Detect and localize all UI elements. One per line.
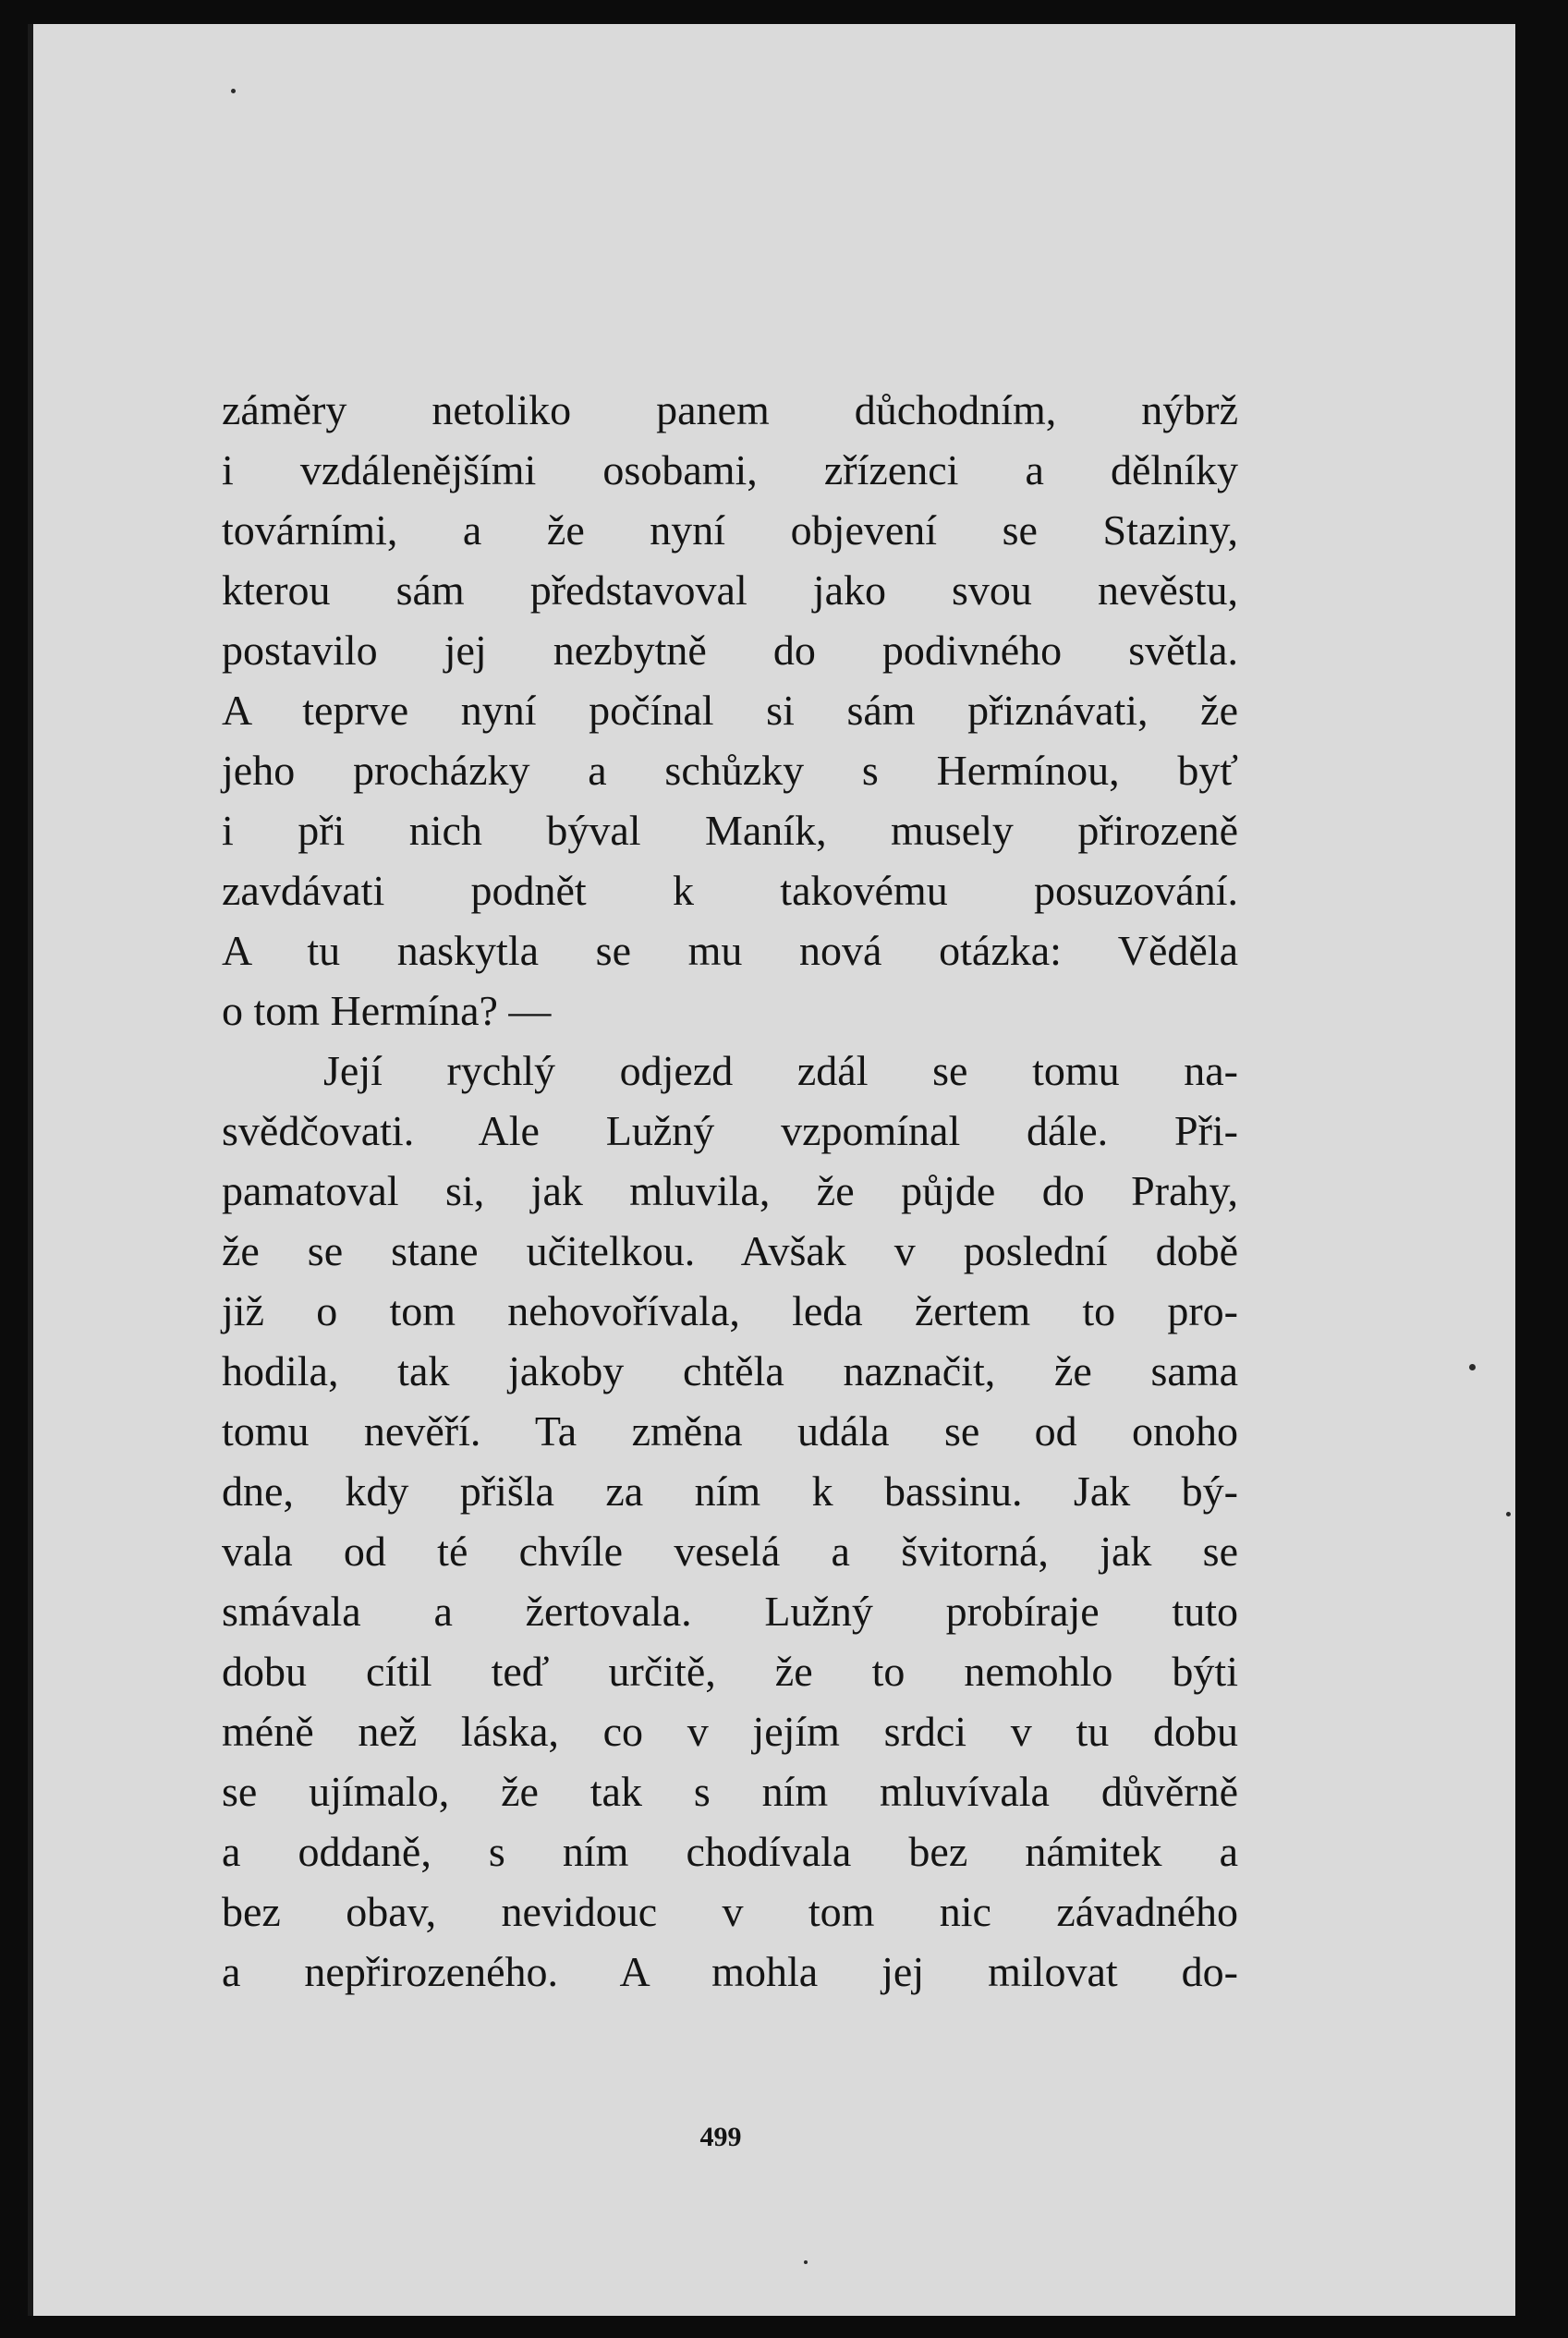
page-number: 499	[699, 2122, 742, 2152]
text-line: že se stane učitelkou. Avšak v poslední době	[222, 1227, 1238, 1274]
text-line: se ujímalo, že tak s ním mluvívala důvěrně	[222, 1768, 1238, 1815]
text-line: svědčovati. Ale Lužný vzpomínal dále. Při-	[222, 1107, 1238, 1154]
text-line: bez obav, nevidouc v tom nic závadného	[222, 1888, 1238, 1935]
text-line: a oddaně, s ním chodívala bez námitek a	[222, 1828, 1238, 1875]
text-line: vala od té chvíle veselá a švitorná, jak se	[222, 1528, 1238, 1575]
text-line: dobu cítil teď určitě, že to nemohlo býti	[222, 1648, 1238, 1695]
text-line: tomu nevěří. Ta změna udála se od onoho	[222, 1407, 1238, 1455]
text-line: A tu naskytla se mu nová otázka: Věděla	[222, 927, 1238, 974]
page-binding-edge	[28, 24, 33, 2316]
text-line: o tom Hermína? —	[222, 987, 552, 1034]
text-line: méně než láska, co v jejím srdci v tu dobu	[222, 1708, 1238, 1755]
paragraph-first-line: Její rychlý odjezd zdál se tomu na-	[323, 1047, 1238, 1094]
text-line: hodila, tak jakoby chtěla naznačit, že sama	[222, 1347, 1238, 1394]
book-page	[28, 24, 1515, 2316]
scan-speck	[1469, 1364, 1476, 1370]
text-line: postavilo jej nezbytně do podivného světla.	[222, 627, 1238, 674]
text-line: kterou sám představoval jako svou nevěstu,	[222, 566, 1238, 614]
text-line: dne, kdy přišla za ním k bassinu. Jak bý-	[222, 1467, 1238, 1515]
text-line: pamatoval si, jak mluvila, že půjde do Prahy,	[222, 1167, 1238, 1214]
text-line: továrními, a že nyní objevení se Staziny,	[222, 506, 1238, 554]
text-line: i vzdálenějšími osobami, zřízenci a dělníky	[222, 446, 1238, 493]
text-line: A teprve nyní počínal si sám přiznávati, že	[222, 687, 1238, 734]
body-text	[222, 380, 1238, 2002]
scan-speck	[231, 89, 236, 93]
text-line: jeho procházky a schůzky s Hermínou, byť	[222, 747, 1238, 794]
text-line: záměry netoliko panem důchodním, nýbrž	[222, 386, 1238, 433]
text-line: i při nich býval Maník, musely přirozeně	[222, 807, 1238, 854]
text-line: a nepřirozeného. A mohla jej milovat do-	[222, 1948, 1238, 1995]
text-line: zavdávati podnět k takovému posuzování.	[222, 867, 1238, 914]
scan-speck	[1506, 1512, 1511, 1516]
text-line: již o tom nehovořívala, leda žertem to pro-	[222, 1287, 1238, 1334]
text-line: smávala a žertovala. Lužný probíraje tuto	[222, 1588, 1238, 1635]
scan-speck	[804, 2260, 808, 2264]
